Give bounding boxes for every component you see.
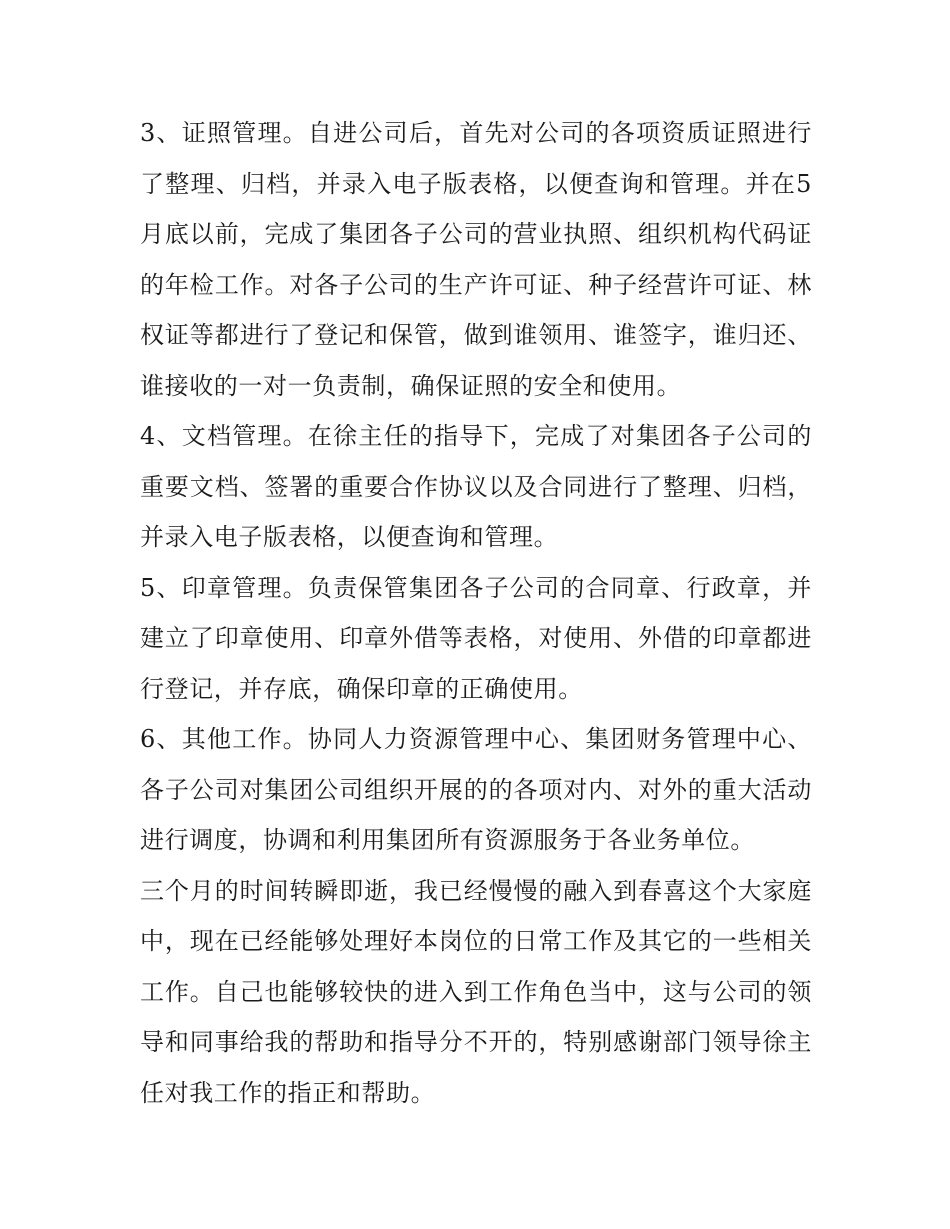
- paragraph-other-work: 6、其他工作。协同人力资源管理中心、集团财务管理中心、各子公司对集团公司组织开展的的各项对内、对外的重大活动进行调度，协调和利用集团所有资源服务于各业务单位。: [140, 725, 812, 854]
- paragraph-document-management: 4、文档管理。在徐主任的指导下，完成了对集团各子公司的重要文档、签署的重要合作协议以及合同进行了整理、归档，并录入电子版表格，以便查询和管理。: [140, 422, 812, 551]
- paragraph-license-management: 3、证照管理。自进公司后，首先对公司的各项资质证照进行了整理、归档，并录入电子版表格，以便查询和管理。并在5月底以前，完成了集团各子公司的营业执照、组织机构代码证的年检工作。对各子公司的生产许可证、种子经营许可证、林权证等都进行了登记和保管，做到谁领用、谁签字，谁归还、谁接收的一对一负责制，确保证照的安全和使用。: [140, 119, 812, 400]
- paragraph-summary: 三个月的时间转瞬即逝，我已经慢慢的融入到春喜这个大家庭中，现在已经能够处理好本岗位的日常工作及其它的一些相关工作。自己也能够较快的进入到工作角色当中，这与公司的领导和同事给我的帮助和指导分不开的，特别感谢部门领导徐主任对我工作的指正和帮助。: [140, 876, 812, 1107]
- paragraph-seal-management: 5、印章管理。负责保管集团各子公司的合同章、行政章，并建立了印章使用、印章外借等表格，对使用、外借的印章都进行登记，并存底，确保印章的正确使用。: [140, 573, 812, 703]
- document-body: [140, 108, 812, 1118]
